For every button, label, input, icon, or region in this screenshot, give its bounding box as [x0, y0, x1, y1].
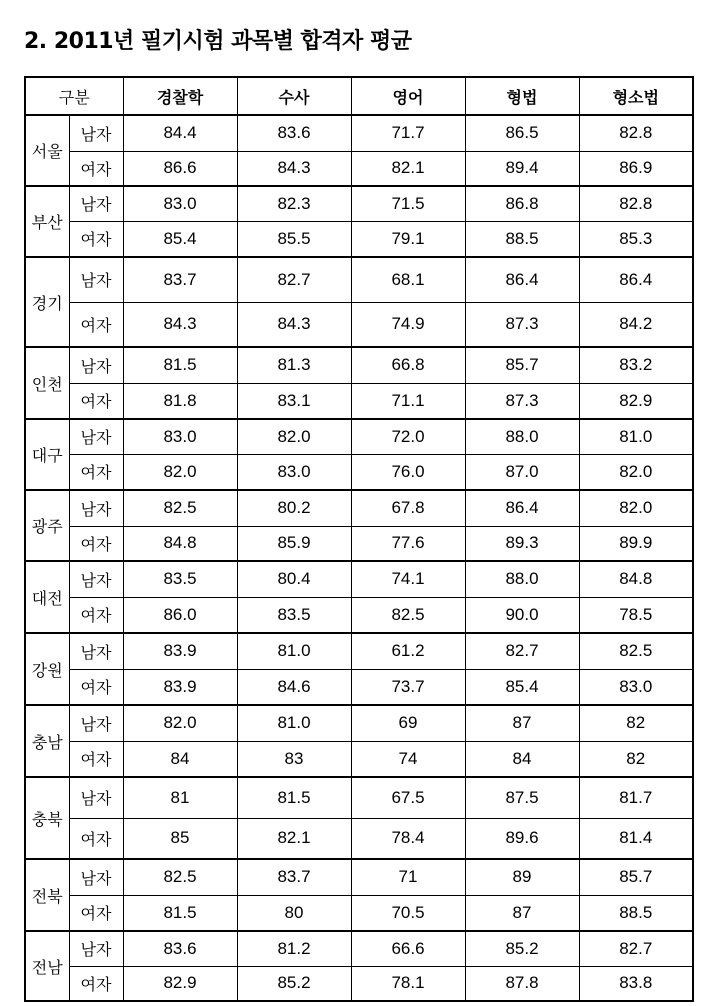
- score-cell: 87.8: [465, 966, 579, 1001]
- score-cell: 83.7: [123, 257, 237, 302]
- gender-label: 여자: [69, 669, 123, 705]
- table-row: [25, 454, 693, 490]
- score-cell: 84.3: [237, 302, 351, 347]
- score-cell: 83.5: [237, 597, 351, 633]
- table-body: [25, 115, 693, 1001]
- table-row: [25, 151, 693, 186]
- table-row: [25, 526, 693, 561]
- score-cell: 85.2: [237, 966, 351, 1001]
- score-cell: 89: [465, 859, 579, 895]
- region-label: 대전: [25, 561, 69, 633]
- region-label: 경기: [25, 257, 69, 347]
- score-cell: 84: [465, 741, 579, 777]
- score-cell: 83.5: [123, 561, 237, 597]
- score-cell: 82.0: [579, 454, 693, 490]
- region-label: 대구: [25, 419, 69, 490]
- score-cell: 82.5: [579, 633, 693, 669]
- table-row: [25, 669, 693, 705]
- table-row: [25, 347, 693, 383]
- region-label: 전남: [25, 931, 69, 1001]
- score-cell: 82.9: [123, 966, 237, 1001]
- score-cell: 83.9: [123, 669, 237, 705]
- score-cell: 71.7: [351, 115, 465, 151]
- table-row: [25, 633, 693, 669]
- table-row: [25, 115, 693, 151]
- gender-label: 남자: [69, 931, 123, 966]
- region-label: 강원: [25, 633, 69, 705]
- score-cell: 78.5: [579, 597, 693, 633]
- score-cell: 72.0: [351, 419, 465, 454]
- score-table: [24, 76, 694, 1002]
- region-label: 충북: [25, 777, 69, 859]
- score-cell: 86.8: [465, 186, 579, 221]
- score-cell: 81.0: [579, 419, 693, 454]
- table-row: [25, 818, 693, 859]
- score-cell: 89.6: [465, 818, 579, 859]
- score-cell: 73.7: [351, 669, 465, 705]
- region-label: 충남: [25, 705, 69, 777]
- score-cell: 83.1: [237, 383, 351, 419]
- score-cell: 89.3: [465, 526, 579, 561]
- score-cell: 82.0: [123, 454, 237, 490]
- score-cell: 81.0: [237, 633, 351, 669]
- score-cell: 82.7: [237, 257, 351, 302]
- gender-label: 여자: [69, 302, 123, 347]
- score-cell: 85: [123, 818, 237, 859]
- score-cell: 82: [579, 705, 693, 741]
- score-cell: 88.0: [465, 561, 579, 597]
- score-cell: 83.6: [123, 931, 237, 966]
- score-cell: 90.0: [465, 597, 579, 633]
- score-cell: 71.5: [351, 186, 465, 221]
- score-cell: 86.5: [465, 115, 579, 151]
- score-cell: 71: [351, 859, 465, 895]
- score-cell: 81.4: [579, 818, 693, 859]
- header-category: 구분: [25, 77, 123, 115]
- score-cell: 82.5: [123, 490, 237, 526]
- score-cell: 82.1: [351, 151, 465, 186]
- gender-label: 남자: [69, 633, 123, 669]
- table-row: [25, 597, 693, 633]
- gender-label: 여자: [69, 526, 123, 561]
- gender-label: 여자: [69, 151, 123, 186]
- score-cell: 76.0: [351, 454, 465, 490]
- gender-label: 남자: [69, 115, 123, 151]
- score-cell: 82.5: [123, 859, 237, 895]
- gender-label: 남자: [69, 419, 123, 454]
- score-cell: 77.6: [351, 526, 465, 561]
- header-subject: 형법: [465, 77, 579, 115]
- score-cell: 82.3: [237, 186, 351, 221]
- document-title: 2. 2011년 필기시험 과목별 합격자 평균: [24, 29, 412, 54]
- gender-label: 남자: [69, 705, 123, 741]
- header-subject: 수사: [237, 77, 351, 115]
- region-label: 전북: [25, 859, 69, 931]
- header-subject: 형소법: [579, 77, 693, 115]
- score-cell: 74.9: [351, 302, 465, 347]
- score-cell: 83.0: [123, 419, 237, 454]
- gender-label: 여자: [69, 383, 123, 419]
- score-cell: 66.8: [351, 347, 465, 383]
- gender-label: 남자: [69, 186, 123, 221]
- gender-label: 여자: [69, 597, 123, 633]
- score-cell: 85.3: [579, 221, 693, 257]
- table-row: [25, 966, 693, 1001]
- table-row: [25, 741, 693, 777]
- header-row: [25, 77, 693, 115]
- score-cell: 83.8: [579, 966, 693, 1001]
- score-cell: 82.7: [579, 931, 693, 966]
- score-cell: 70.5: [351, 895, 465, 931]
- score-cell: 78.4: [351, 818, 465, 859]
- gender-label: 여자: [69, 818, 123, 859]
- table-row: [25, 419, 693, 454]
- score-cell: 78.1: [351, 966, 465, 1001]
- score-cell: 61.2: [351, 633, 465, 669]
- table-row: [25, 490, 693, 526]
- score-cell: 85.4: [123, 221, 237, 257]
- score-cell: 82.7: [465, 633, 579, 669]
- score-cell: 79.1: [351, 221, 465, 257]
- score-cell: 82.8: [579, 186, 693, 221]
- gender-label: 여자: [69, 221, 123, 257]
- score-cell: 83: [237, 741, 351, 777]
- score-cell: 87.3: [465, 302, 579, 347]
- table-row: [25, 859, 693, 895]
- score-cell: 84.2: [579, 302, 693, 347]
- region-label: 인천: [25, 347, 69, 419]
- score-cell: 85.4: [465, 669, 579, 705]
- gender-label: 여자: [69, 741, 123, 777]
- score-cell: 89.9: [579, 526, 693, 561]
- score-cell: 84: [123, 741, 237, 777]
- score-cell: 85.5: [237, 221, 351, 257]
- score-cell: 86.6: [123, 151, 237, 186]
- score-cell: 82.0: [579, 490, 693, 526]
- gender-label: 여자: [69, 895, 123, 931]
- score-cell: 81.3: [237, 347, 351, 383]
- score-cell: 67.5: [351, 777, 465, 818]
- score-cell: 80.2: [237, 490, 351, 526]
- score-cell: 84.3: [123, 302, 237, 347]
- table-row: [25, 257, 693, 302]
- score-cell: 83.2: [579, 347, 693, 383]
- score-cell: 86.0: [123, 597, 237, 633]
- score-cell: 87: [465, 895, 579, 931]
- gender-label: 남자: [69, 777, 123, 818]
- score-cell: 86.4: [465, 490, 579, 526]
- gender-label: 여자: [69, 454, 123, 490]
- score-cell: 74.1: [351, 561, 465, 597]
- region-label: 서울: [25, 115, 69, 186]
- table-row: [25, 931, 693, 966]
- score-cell: 66.6: [351, 931, 465, 966]
- gender-label: 남자: [69, 561, 123, 597]
- score-cell: 83.0: [123, 186, 237, 221]
- score-cell: 87.0: [465, 454, 579, 490]
- score-cell: 84.4: [123, 115, 237, 151]
- table-row: [25, 895, 693, 931]
- score-cell: 81.7: [579, 777, 693, 818]
- score-cell: 87.3: [465, 383, 579, 419]
- score-cell: 85.9: [237, 526, 351, 561]
- region-label: 부산: [25, 186, 69, 257]
- table-row: [25, 302, 693, 347]
- score-cell: 71.1: [351, 383, 465, 419]
- score-cell: 69: [351, 705, 465, 741]
- score-cell: 81.5: [237, 777, 351, 818]
- score-cell: 68.1: [351, 257, 465, 302]
- score-cell: 82.0: [123, 705, 237, 741]
- table-row: [25, 383, 693, 419]
- score-cell: 74: [351, 741, 465, 777]
- score-cell: 82: [579, 741, 693, 777]
- table-row: [25, 777, 693, 818]
- score-cell: 83.6: [237, 115, 351, 151]
- score-cell: 84.6: [237, 669, 351, 705]
- score-cell: 81: [123, 777, 237, 818]
- score-cell: 82.8: [579, 115, 693, 151]
- score-cell: 85.7: [579, 859, 693, 895]
- score-cell: 88.5: [465, 221, 579, 257]
- score-cell: 81.8: [123, 383, 237, 419]
- score-cell: 82.5: [351, 597, 465, 633]
- score-cell: 86.4: [465, 257, 579, 302]
- score-cell: 86.9: [579, 151, 693, 186]
- gender-label: 남자: [69, 859, 123, 895]
- score-cell: 84.8: [579, 561, 693, 597]
- gender-label: 남자: [69, 347, 123, 383]
- score-cell: 85.2: [465, 931, 579, 966]
- score-cell: 81.5: [123, 347, 237, 383]
- gender-label: 남자: [69, 257, 123, 302]
- header-subject: 영어: [351, 77, 465, 115]
- score-cell: 81.2: [237, 931, 351, 966]
- score-cell: 84.3: [237, 151, 351, 186]
- score-cell: 87.5: [465, 777, 579, 818]
- score-cell: 84.8: [123, 526, 237, 561]
- table-row: [25, 705, 693, 741]
- score-cell: 81.5: [123, 895, 237, 931]
- gender-label: 여자: [69, 966, 123, 1001]
- score-cell: 88.5: [579, 895, 693, 931]
- score-cell: 87: [465, 705, 579, 741]
- score-cell: 67.8: [351, 490, 465, 526]
- table-row: [25, 221, 693, 257]
- score-cell: 83.9: [123, 633, 237, 669]
- score-cell: 86.4: [579, 257, 693, 302]
- score-cell: 82.9: [579, 383, 693, 419]
- table-row: [25, 561, 693, 597]
- score-cell: 85.7: [465, 347, 579, 383]
- score-cell: 89.4: [465, 151, 579, 186]
- score-cell: 83.0: [237, 454, 351, 490]
- score-cell: 81.0: [237, 705, 351, 741]
- score-cell: 80.4: [237, 561, 351, 597]
- region-label: 광주: [25, 490, 69, 561]
- score-cell: 83.0: [579, 669, 693, 705]
- score-cell: 80: [237, 895, 351, 931]
- score-cell: 83.7: [237, 859, 351, 895]
- score-cell: 82.0: [237, 419, 351, 454]
- header-subject: 경찰학: [123, 77, 237, 115]
- score-cell: 88.0: [465, 419, 579, 454]
- score-cell: 82.1: [237, 818, 351, 859]
- gender-label: 남자: [69, 490, 123, 526]
- table-row: [25, 186, 693, 221]
